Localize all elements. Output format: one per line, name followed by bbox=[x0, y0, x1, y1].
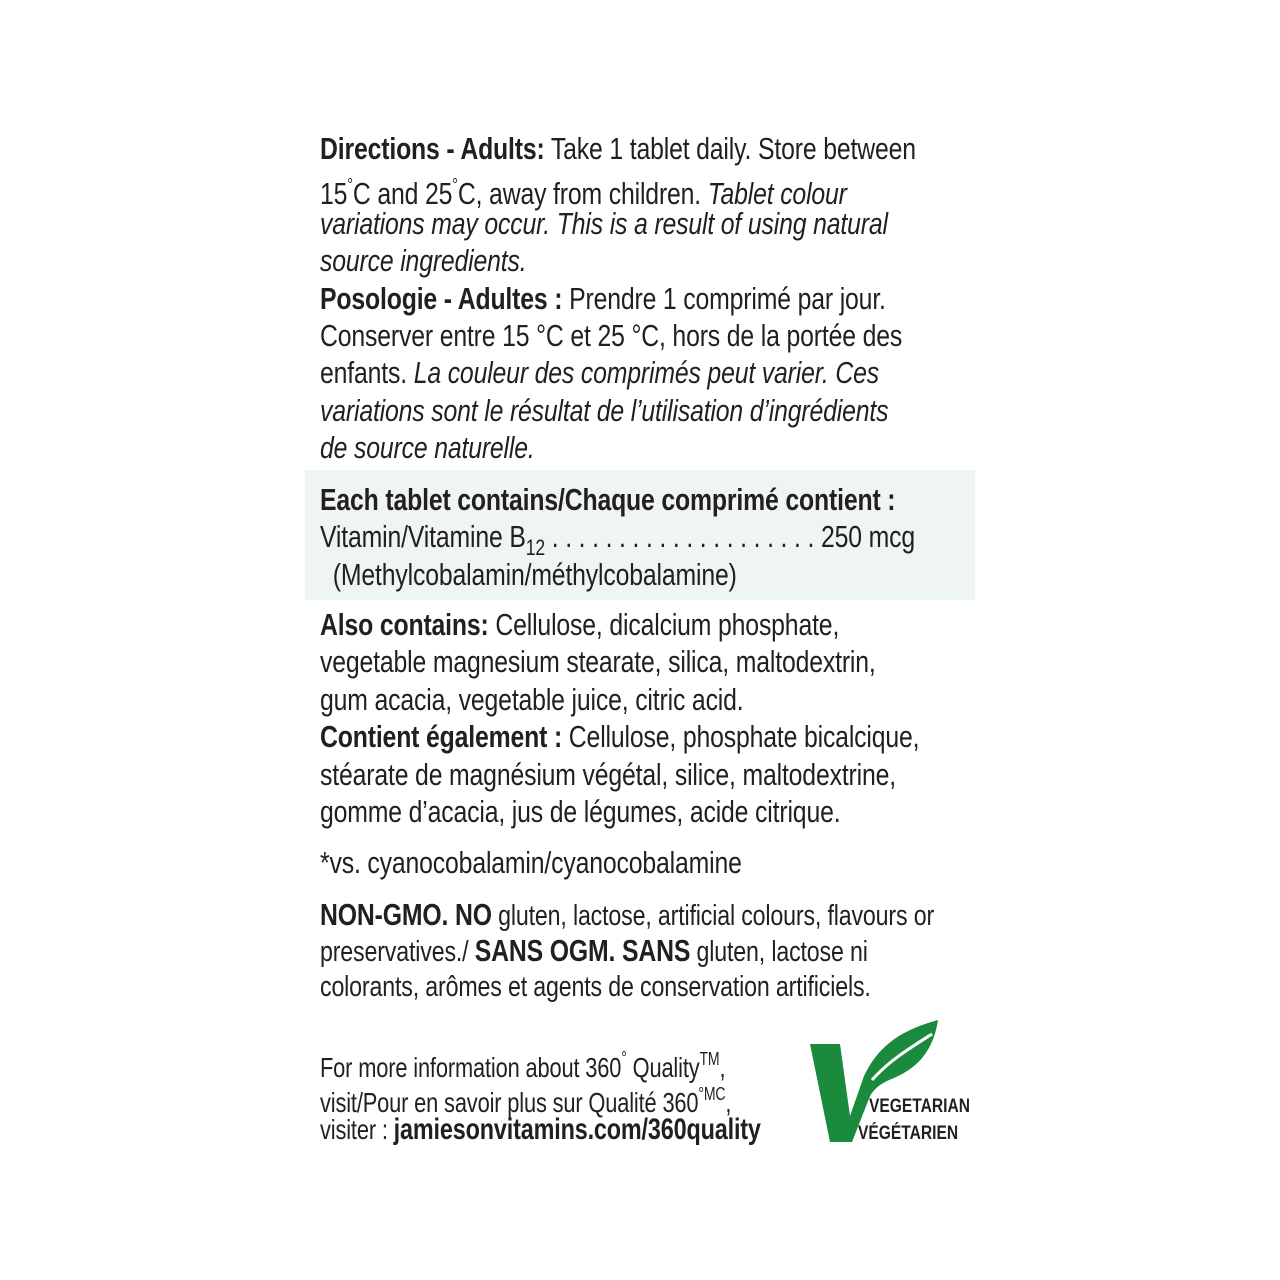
posologie-label-fr: Posologie - Adultes : bbox=[320, 280, 563, 316]
text: (Methylcobalamin/méthylcobalamine) bbox=[332, 556, 737, 592]
text: Cellulose, dicalcium phosphate, bbox=[488, 607, 840, 642]
ingredient-name: Vitamin/Vitamine B bbox=[320, 519, 526, 555]
text: Take 1 tablet daily. Store between bbox=[544, 131, 916, 166]
directions-line-1 bbox=[320, 130, 976, 167]
text: C and 25 bbox=[352, 176, 453, 212]
claims-section bbox=[320, 897, 980, 1005]
text: 15 bbox=[320, 176, 348, 212]
contient-line-2 bbox=[320, 756, 976, 793]
contient-line-3 bbox=[320, 793, 976, 830]
posologie-line-4 bbox=[320, 392, 976, 429]
claims-line-3 bbox=[320, 969, 976, 1005]
text: SANS OGM. SANS bbox=[474, 933, 691, 968]
degree: ° bbox=[347, 175, 353, 196]
directions-line-4 bbox=[320, 242, 976, 279]
also-contains-line-3 bbox=[320, 681, 976, 718]
directions-section bbox=[320, 130, 980, 467]
text: Quality bbox=[626, 1052, 700, 1083]
text: gum acacia, vegetable juice, citric acid. bbox=[320, 681, 744, 717]
text: gluten, lactose, artificial colours, flavours or bbox=[491, 900, 935, 932]
text: Prendre 1 comprimé par jour. bbox=[562, 280, 886, 316]
text: gluten, lactose ni bbox=[690, 936, 868, 968]
directions-label-en: Directions - Adults: bbox=[320, 131, 545, 166]
contient-line-1 bbox=[320, 718, 976, 755]
text: gomme d’acacia, jus de légumes, acide citrique. bbox=[320, 793, 841, 829]
ingredients-box bbox=[320, 481, 1140, 593]
posologie-line-1 bbox=[320, 280, 976, 317]
ingredient-subscript: 12 bbox=[525, 535, 545, 561]
text: Conserver entre 15 °C et 25 °C, hors de la portée des bbox=[320, 317, 903, 353]
text: NON-GMO. NO bbox=[320, 897, 492, 932]
vegetarian-text-en: VEGETARIAN bbox=[869, 1096, 971, 1117]
text: For more information about 360 bbox=[320, 1052, 622, 1083]
contient-label: Contient également : bbox=[320, 719, 563, 755]
text: stéarate de magnésium végétal, silice, maltodextrine, bbox=[320, 756, 896, 792]
text: preservatives./ bbox=[320, 936, 475, 968]
text: variations may occur. This is a result of using natural bbox=[320, 205, 888, 241]
text: Cellulose, phosphate bicalcique, bbox=[562, 719, 920, 755]
text: de source naturelle. bbox=[320, 430, 535, 466]
text: vegetable magnesium stearate, silica, maltodextrin, bbox=[320, 644, 876, 680]
text: *vs. cyanocobalamin/cyanocobalamine bbox=[320, 845, 742, 880]
text: , bbox=[725, 1087, 732, 1118]
text: source ingredients. bbox=[320, 243, 527, 279]
text: C, away from children. bbox=[457, 176, 708, 212]
degree: ° bbox=[452, 175, 458, 196]
posologie-line-3 bbox=[320, 354, 976, 391]
footnote bbox=[320, 844, 980, 881]
directions-line-3 bbox=[320, 205, 976, 242]
ingredients-heading bbox=[320, 481, 976, 518]
quality-url-link[interactable]: jamiesonvitamins.com/360quality bbox=[393, 1113, 761, 1146]
also-contains-line-2 bbox=[320, 643, 976, 680]
also-contains-section bbox=[320, 606, 980, 830]
text: Each tablet contains/Chaque comprimé contient : bbox=[320, 482, 896, 517]
text: , bbox=[719, 1052, 726, 1083]
text: colorants, arômes et agents de conservation artificiels. bbox=[320, 971, 871, 1003]
also-contains-label: Also contains: bbox=[320, 607, 489, 642]
degree: ° bbox=[621, 1048, 627, 1068]
text: enfants. bbox=[320, 355, 414, 391]
vegetarian-logo bbox=[806, 1016, 981, 1151]
text: variations sont le résultat de l’utilisation d’ingrédients bbox=[320, 392, 889, 428]
trademark-fr: °MC bbox=[698, 1084, 726, 1104]
text: visit/Pour en savoir plus sur Qualité 360 bbox=[320, 1087, 699, 1118]
directions-line-2 bbox=[320, 167, 976, 212]
text: visiter : bbox=[320, 1114, 394, 1145]
trademark: TM bbox=[699, 1049, 720, 1069]
text: La couleur des comprimés peut varier. Ces bbox=[413, 355, 880, 391]
claims-line-2 bbox=[320, 933, 976, 969]
ingredient-amount: 250 mcg bbox=[820, 519, 915, 555]
ingredient-row bbox=[320, 518, 976, 561]
ingredient-form bbox=[320, 556, 976, 593]
also-contains-line-1 bbox=[320, 606, 976, 643]
vegetarian-text-fr: VÉGÉTARIEN bbox=[858, 1123, 959, 1144]
dot-leader: . . . . . . . . . . . . . . . . . . . . bbox=[545, 519, 821, 555]
text: Tablet colour bbox=[707, 176, 847, 212]
posologie-line-5 bbox=[320, 429, 976, 466]
posologie-line-2 bbox=[320, 317, 976, 354]
claims-line-1 bbox=[320, 897, 976, 933]
